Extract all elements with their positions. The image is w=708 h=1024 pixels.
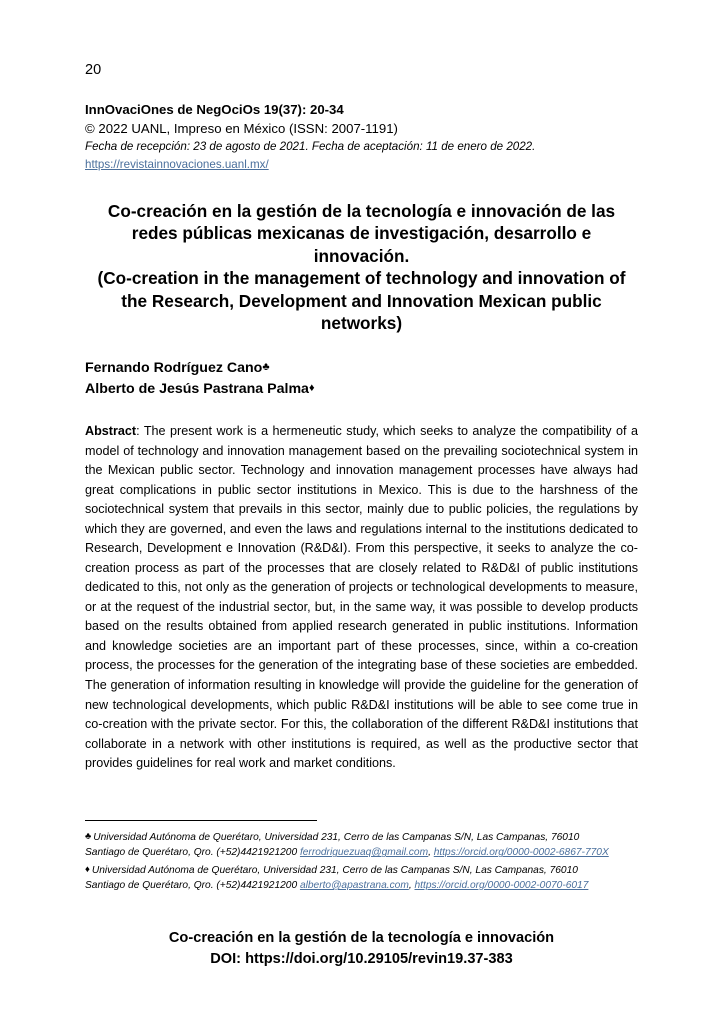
footnote-marker-diamond-icon: ♦ xyxy=(85,863,90,875)
journal-citation: InnOvaciOnes de NegOciOs 19(37): 20-34 xyxy=(85,102,344,118)
footnote-affiliation-line-1: Universidad Autónoma de Querétaro, Universidad 231, Cerro de las Campanas S/N, Las Campanas, 76010 xyxy=(93,832,580,843)
abstract-body: The present work is a hermeneutic study, which seeks to analyze the compatibility of a model of technology and innovation management based on the prevailing sociotechnical system in the Mexican public sector. Technology and innovation management processes have always had great complications in public sector institutions in Mexico. This is due to the harshness of the sociotechnical system that prevails in this sector, mainly due to public policies, the regulations by which they are governed, and even the laws and regulations internal to the institutions dedicated to Research, Development e Innovation (R&D&I). From this perspective, it seeks to analyze the co-creation process as part of the processes that are closely related to R&D&I of public institutions dedicated to this, not only as the generation of projects or technological developments to measure, or at the request of the industrial sector, but, in the same way, it was possible to develop products based on the results obtained from applied research generated in public institutions. Information and knowledge societies are an important part of these processes, since, within a co-creation process, the processes for the generation of the integrating base of these societies are embedded. The generation of information resulting in knowledge will provide the guideline for the generation of new technological developments, which public R&D&I institutions will be able to see come true in co-creation with the private sector. For this, the collaboration of the different R&D&I institutions that collaborate in a network with other institutions is required, as well as the productive sector that provides guidelines for real work and market conditions. xyxy=(85,424,638,771)
footnote-separator-rule xyxy=(85,820,317,821)
abstract-label: Abstract xyxy=(85,424,137,439)
footnote-orcid-link[interactable]: https://orcid.org/0000-0002-0070-6017 xyxy=(414,879,589,891)
author-list xyxy=(85,358,638,400)
doi-line: DOI: https://doi.org/10.29105/revin19.37-383 xyxy=(210,950,513,967)
footnote-marker-club-icon: ♣ xyxy=(85,831,92,842)
author-entry xyxy=(85,358,638,379)
journal-website-link[interactable]: https://revistainnovaciones.uanl.mx/ xyxy=(85,158,269,172)
journal-masthead xyxy=(85,101,638,174)
author-footnote-marker-diamond-icon[interactable]: ♦ xyxy=(308,382,315,395)
footnote-affiliation-line-1: Universidad Autónoma de Querétaro, Universidad 231, Cerro de las Campanas S/N, Las Campanas, 76010 xyxy=(91,864,578,876)
article-title xyxy=(85,200,638,334)
footnote-item xyxy=(85,830,638,861)
footnote-orcid-link[interactable]: https://orcid.org/0000-0002-6867-770X xyxy=(433,847,609,859)
footnote-affiliation-line-2: Santiago de Querétaro, Qro. (+52)4421921200 xyxy=(85,879,300,891)
footnote-email-link[interactable]: alberto@apastrana.com xyxy=(299,879,409,891)
running-title: Co-creación en la gestión de la tecnología e innovación xyxy=(168,930,555,946)
author-entry xyxy=(85,379,638,400)
footnote-section xyxy=(85,820,638,895)
footnote-affiliation-line-2: Santiago de Querétaro, Qro. (+52)4421921200 xyxy=(85,847,300,859)
footnote-email-link[interactable]: ferrodriguezuaq@gmail.com xyxy=(299,847,429,859)
author-footnote-marker-club-icon[interactable]: ♣ xyxy=(262,361,270,374)
page-number: 20 xyxy=(85,62,102,78)
author-name: Alberto de Jesús Pastrana Palma xyxy=(85,381,309,398)
footnote-link-separator: , xyxy=(408,879,415,891)
article-title-spanish: Co-creación en la gestión de la tecnología e innovación de las redes públicas mexicanas de investigación, desarrollo e innovación. xyxy=(107,201,616,266)
submission-dates: Fecha de recepción: 23 de agosto de 2021. Fecha de aceptación: 11 de enero de 2022. xyxy=(85,139,536,153)
abstract-paragraph xyxy=(85,422,638,773)
abstract-separator: : xyxy=(136,424,144,439)
copyright-line: © 2022 UANL, Impreso en México (ISSN: 2007-1191) xyxy=(85,121,398,137)
author-name: Fernando Rodríguez Cano xyxy=(85,360,263,377)
footnote-link-separator: , xyxy=(428,847,434,859)
article-title-english: (Co-creation in the management of technology and innovation of the Research, Development and Innovation Mexican public networks) xyxy=(97,268,626,333)
page-running-footer xyxy=(85,928,638,969)
footnote-item xyxy=(85,863,638,894)
